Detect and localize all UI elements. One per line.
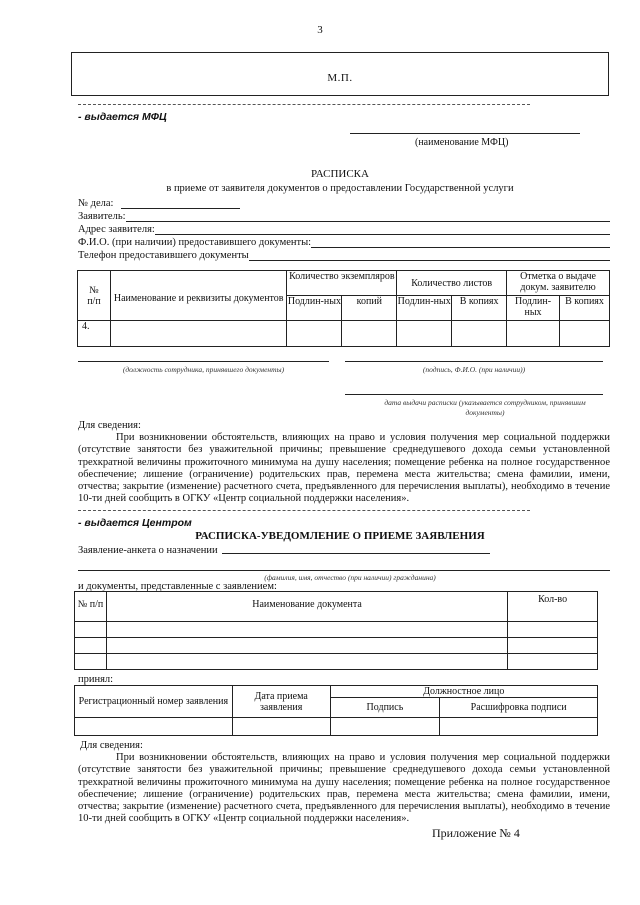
date-caption: дата выдачи расписки (указывается сотрудником, принявшим документы) — [384, 398, 586, 417]
table-cell[interactable] — [106, 622, 507, 638]
table-cell[interactable] — [287, 321, 342, 347]
table-cell[interactable] — [75, 622, 107, 638]
table-cell[interactable] — [508, 638, 598, 654]
accepted-label: принял: — [78, 674, 114, 685]
table-cell[interactable] — [397, 321, 452, 347]
receipt-title: РАСПИСКА — [311, 168, 369, 180]
info-text-1: При возникновении обстоятельств, влияющих на право и условия получения мер социальной поддержки (отсутствие занятости без уважительной причины; превышение среднедушевого дохода семьи установленной трехкратной величины прожиточного минимума на душу населения; помещение ребенка на полное государственное обеспечение; лишение (ограничение) родительских прав, перемена места жительства; смена фамилии, имени, отчества; закрытие (изменение) расчетного счета, предъявленного для перечисления выплаты), необходимо в течение 10-ти дней сообщить в ОГКУ «Центр социальной поддержки населения». — [78, 432, 610, 505]
issued-by-center: - выдается Центром — [78, 517, 192, 529]
table-cell[interactable] — [106, 638, 507, 654]
table-row — [78, 321, 610, 347]
fio-line — [78, 570, 610, 571]
table-cell[interactable] — [75, 638, 107, 654]
col-header-official: Должностное лицо — [330, 686, 597, 698]
col-header-decode: Расшифровка подписи — [440, 698, 598, 718]
table-cell[interactable] — [75, 718, 233, 736]
table-cell[interactable] — [110, 321, 287, 347]
case-number-field[interactable] — [78, 198, 240, 211]
cut-line — [78, 104, 530, 105]
subheader-originals-sheets: Подлин-ных — [397, 296, 452, 321]
page-number: 3 — [317, 24, 323, 36]
row-number: 4. — [78, 321, 111, 347]
col-header-doc-name: Наименование документа — [106, 592, 507, 622]
cut-line-2 — [78, 510, 530, 511]
date-line — [345, 394, 603, 395]
issued-by-mfc: - выдается МФЦ — [78, 111, 167, 123]
table-cell[interactable] — [106, 654, 507, 670]
phone-field[interactable] — [78, 250, 610, 263]
table-row — [75, 622, 598, 638]
table-cell[interactable] — [232, 718, 330, 736]
table-cell[interactable] — [330, 718, 440, 736]
col-header-qty: Кол-во — [508, 592, 598, 622]
notice-title: РАСПИСКА-УВЕДОМЛЕНИЕ О ПРИЕМЕ ЗАЯВЛЕНИЯ — [195, 530, 485, 542]
applicant-label: Заявитель: — [78, 211, 126, 222]
table-row — [75, 654, 598, 670]
table-cell[interactable] — [507, 321, 560, 347]
table-row — [75, 638, 598, 654]
col-header-date: Дата приема заявления — [232, 686, 330, 718]
phone-label: Телефон предоставившего документы — [78, 250, 249, 261]
subheader-in-copies-mark: В копиях — [560, 296, 610, 321]
col-header-sheets: Количество листов — [397, 271, 507, 296]
table-cell[interactable] — [508, 622, 598, 638]
table-cell[interactable] — [342, 321, 397, 347]
info-label-1: Для сведения: — [78, 420, 141, 431]
stamp-label: М.П. — [327, 72, 353, 84]
table-cell[interactable] — [75, 654, 107, 670]
col-header-reg-number: Регистрационный номер заявления — [75, 686, 233, 718]
fio-field[interactable] — [78, 237, 610, 250]
mfc-name-line — [350, 133, 580, 134]
table-cell[interactable] — [508, 654, 598, 670]
applicant-field[interactable] — [78, 211, 610, 224]
subheader-copies: копий — [342, 296, 397, 321]
col-header-copies: Количество экземпляров — [287, 271, 397, 296]
subheader-originals-mark: Подлин-ных — [507, 296, 560, 321]
fio-caption: (фамилия, имя, отчество (при наличии) гражданина) — [264, 573, 436, 582]
signature-caption: (подпись, Ф.И.О. (при наличии)) — [422, 365, 526, 374]
table-cell[interactable] — [452, 321, 507, 347]
col-header-name: Наименование и реквизиты документов — [110, 271, 287, 321]
stamp-box — [71, 52, 609, 96]
receipt-subtitle: в приеме от заявителя документов о предоставлении Государственной услуги — [166, 183, 514, 194]
col-header-mark: Отметка о выдаче докум. заявителю — [507, 271, 610, 296]
info-label-2: Для сведения: — [80, 740, 143, 751]
info-text-2: При возникновении обстоятельств, влияющих на право и условия получения мер социальной поддержки (отсутствие занятости без уважительной причины; превышение среднедушевого дохода семьи установленной трехкратной величины прожиточного минимума на душу населения; помещение ребенка на полное государственное обеспечение; лишение (ограничение) родительских прав, перемена места жительства; смена фамилии, имени, отчества; закрытие (изменение) расчетного счета, предъявленного для перечисления выплаты), необходимо в течение 10-ти дней сообщить в ОГКУ «Центр социальной поддержки населения». — [78, 752, 610, 825]
signature-line — [345, 361, 603, 362]
subheader-originals: Подлин-ных — [287, 296, 342, 321]
registration-table — [74, 685, 598, 736]
address-field[interactable] — [78, 224, 610, 237]
submitted-docs-table — [74, 591, 598, 670]
position-line — [78, 361, 329, 362]
table-cell[interactable] — [440, 718, 598, 736]
table-cell[interactable] — [560, 321, 610, 347]
address-label: Адрес заявителя: — [78, 224, 155, 235]
position-caption: (должность сотрудника, принявшего документы) — [122, 365, 285, 374]
col-header-num: № п/п — [78, 271, 111, 321]
application-field[interactable] — [78, 545, 490, 556]
subheader-in-copies: В копиях — [452, 296, 507, 321]
case-number-label: № дела: — [78, 198, 114, 209]
mfc-caption: (наименование МФЦ) — [415, 137, 509, 148]
col-header-num: № п/п — [75, 592, 107, 622]
docs-label: и документы, представленные с заявлением: — [78, 581, 277, 592]
fio-label: Ф.И.О. (при наличии) предоставившего документы: — [78, 237, 312, 248]
table-row — [75, 718, 598, 736]
application-label: Заявление-анкета о назначении — [78, 545, 218, 556]
appendix-label: Приложение № 4 — [432, 826, 520, 840]
col-header-signature: Подпись — [330, 698, 440, 718]
documents-table — [77, 270, 610, 347]
